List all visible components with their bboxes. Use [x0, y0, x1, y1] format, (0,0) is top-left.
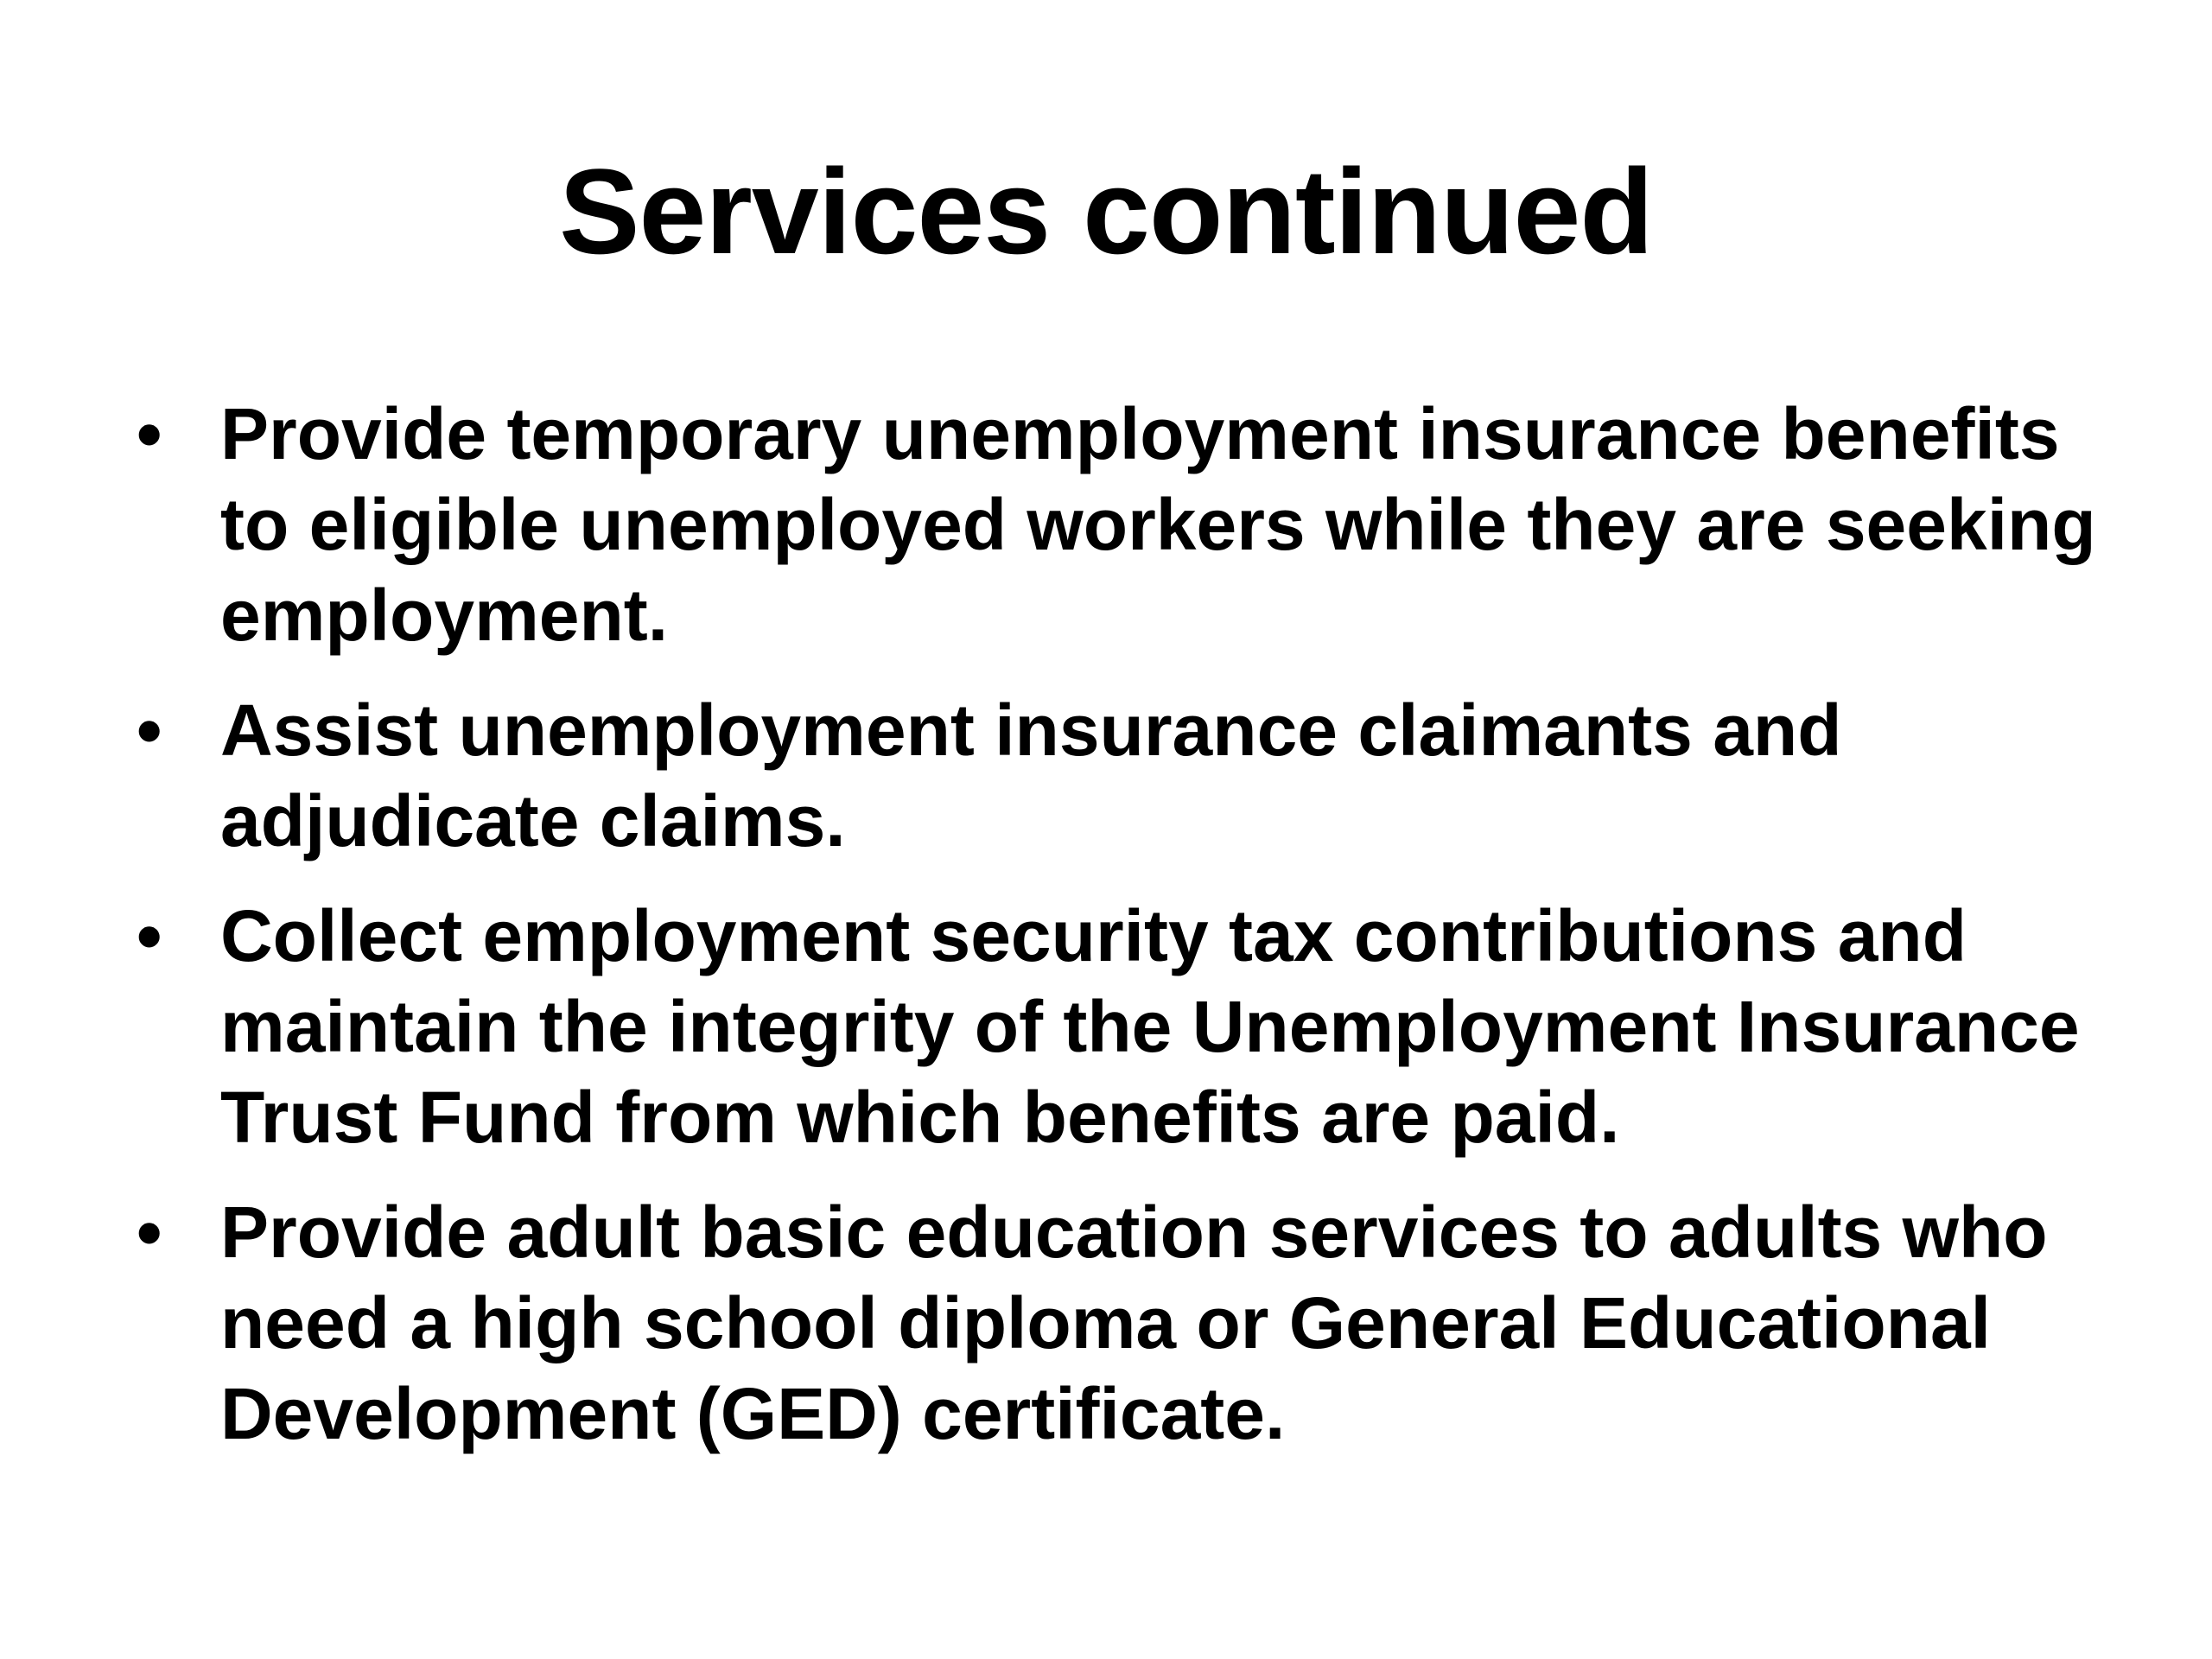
bullet-icon: •	[137, 895, 162, 976]
bullet-text: Provide adult basic education services to adults who need a high school diploma or General Educational Development (GED) certificate.	[220, 1192, 2048, 1454]
bullet-text: Collect employment security tax contributions and maintain the integrity of the Unemployment Insurance Trust Fund from which benefits are paid.	[220, 895, 2080, 1158]
bullet-icon: •	[137, 1192, 162, 1273]
bullet-item	[130, 389, 2100, 661]
bullet-icon: •	[137, 393, 162, 474]
bullet-icon: •	[137, 690, 162, 771]
slide-title: Services continued	[559, 143, 1653, 279]
bullet-item	[130, 1187, 2100, 1459]
bullet-list	[130, 389, 2100, 1484]
bullet-item	[130, 685, 2100, 867]
bullet-text: Provide temporary unemployment insurance benefits to eligible unemployed workers while they are seeking employment.	[220, 393, 2096, 656]
bullet-text: Assist unemployment insurance claimants and adjudicate claims.	[220, 690, 1842, 861]
bullet-item	[130, 891, 2100, 1163]
